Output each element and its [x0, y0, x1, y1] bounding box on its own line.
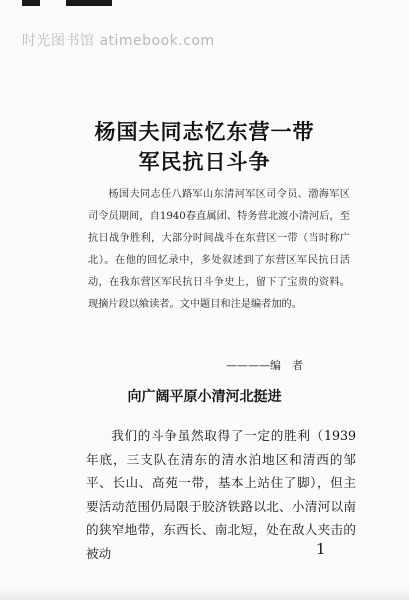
- body-text: 我们的斗争虽然取得了一定的胜利（1939年底，三支队在清东的清水泊地区和清西的邹平、长山、高苑一带，基本上站住了脚），但主要活动范围仍局限于胶济铁路以北、小清河以南的狭窄地带，东西长、南北短，处在敌人夹击的被动: [86, 428, 356, 561]
- title-line-1: 杨国夫同志忆东营一带: [94, 120, 315, 144]
- intro-text: 杨国夫同志任八路军山东清河军区司令员、渤海军区司令员期间，自1940春直属团、特务营北渡小清河后，至抗日战争胜利，大部分时间战斗在东营区一带（当时称广北）。在他的回忆录中，多处叙述到了东营区军民抗日活动，在我东营区军民抗日斗争史上，留下了宝贵的资料。现摘片段以飨读者。文中题目和注是编者加的。: [88, 189, 350, 310]
- scan-bottom-edge: [0, 588, 409, 600]
- page-number: 1: [316, 540, 326, 558]
- editor-signature: ————编 者: [226, 359, 303, 372]
- scan-edge-mark: [66, 0, 112, 6]
- scan-edge-mark: [22, 0, 40, 6]
- watermark: 时光图书馆 atimebook.com: [22, 33, 215, 49]
- title-line-2: 军民抗日斗争: [138, 150, 271, 174]
- section-heading: 向广阔平原小清河北挺进: [127, 389, 282, 405]
- intro-paragraph: [88, 184, 350, 316]
